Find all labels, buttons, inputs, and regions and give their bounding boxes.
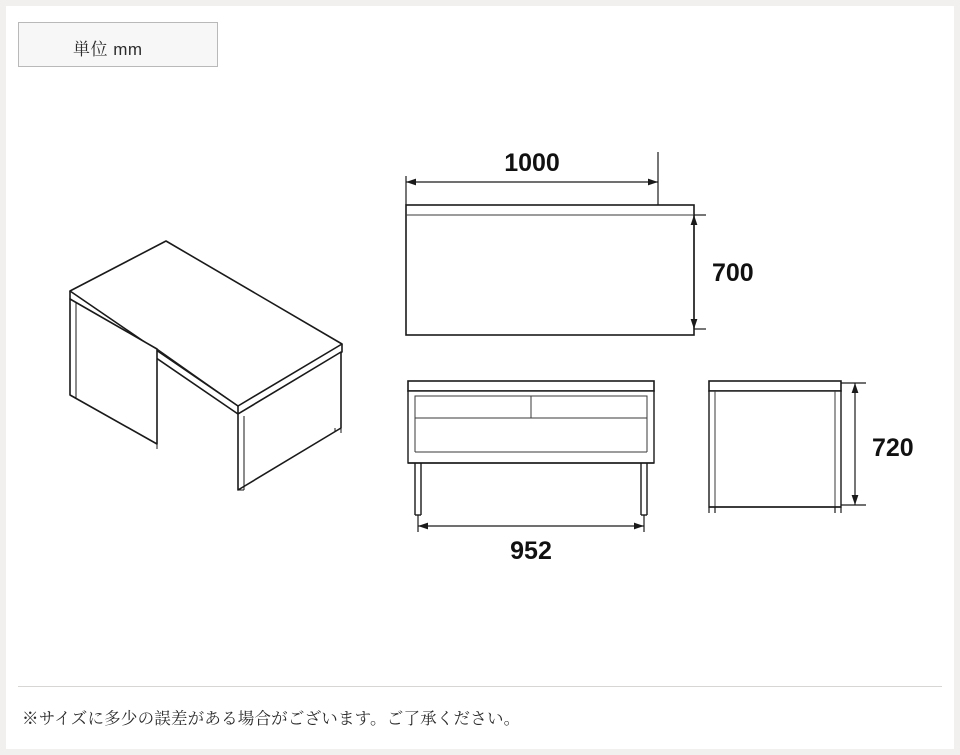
footer-divider <box>18 686 942 687</box>
side-view <box>709 381 841 513</box>
unit-label: 単位 mm <box>73 40 143 59</box>
dimension-label-top-depth: 700 <box>712 259 754 287</box>
front-view <box>408 381 654 515</box>
footer-note: ※サイズに多少の誤差がある場合がございます。ご了承ください。 <box>22 710 521 728</box>
dimension-label-side-height: 720 <box>872 434 914 462</box>
dimension-label-top-width: 1000 <box>504 149 560 177</box>
dimension-label-front-width: 952 <box>510 537 552 565</box>
top-view <box>406 205 694 335</box>
dimension-side-height <box>841 383 866 505</box>
dimension-front-width <box>418 515 644 532</box>
perspective-view <box>70 241 342 490</box>
